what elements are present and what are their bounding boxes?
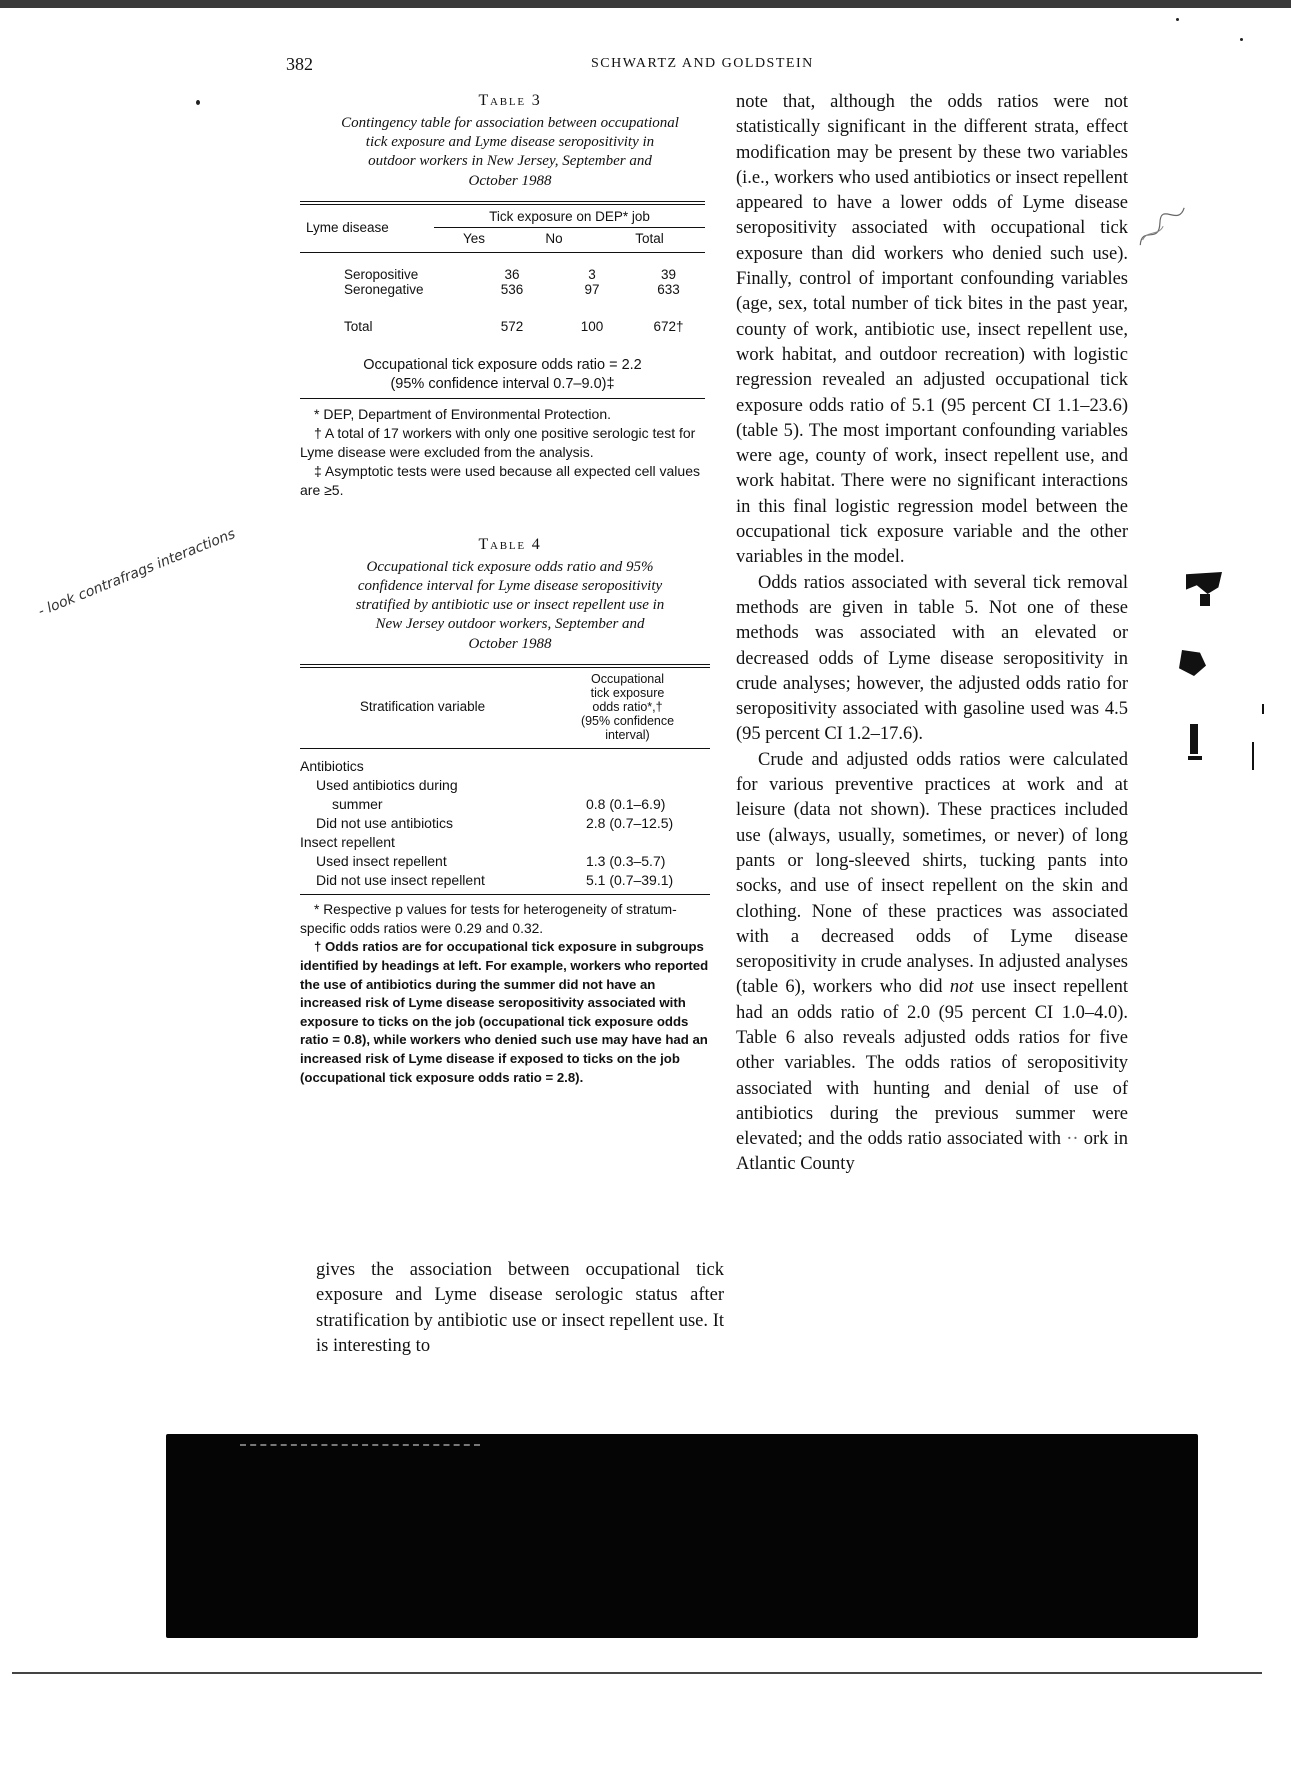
table3-col-no: No	[545, 230, 563, 246]
scan-artifact	[1176, 650, 1206, 676]
table4	[300, 664, 710, 1087]
table3-grid	[300, 209, 705, 246]
scan-dash-line	[240, 1444, 480, 1446]
scan-artifact	[1252, 742, 1254, 770]
table3-col-total: Total	[635, 230, 664, 246]
table-row: Used antibiotics during	[316, 776, 458, 793]
table-row: Did not use insect repellent 5.1 (0.7–39.1)	[316, 871, 674, 888]
table3-caption: Contingency table for association between occupational tick exposure and Lyme disease seropositivity in outdoor workers in New Jersey, September and October 1988	[341, 115, 679, 189]
table-row: Used insect repellent 1.3 (0.3–5.7)	[316, 852, 666, 869]
scan-speck	[196, 100, 200, 105]
table3-group-header: Tick exposure on DEP* job	[434, 209, 705, 228]
table4-title: Table 4	[478, 535, 542, 553]
table3-odds-ratio: Occupational tick exposure odds ratio = 2.2 (95% confidence interval 0.7–9.0)‡	[363, 356, 642, 392]
table3-row-header: Lyme disease	[306, 219, 389, 235]
table3-title: Table 3	[478, 92, 542, 109]
table-row: Did not use antibiotics 2.8 (0.7–12.5)	[316, 814, 674, 831]
scan-artifact	[1190, 724, 1198, 754]
scan-bottom-edge	[12, 1672, 1262, 1674]
table4-body	[300, 757, 710, 890]
scan-artifact	[1186, 572, 1222, 594]
redaction-block	[166, 1434, 1198, 1638]
right-column	[736, 90, 1128, 1178]
table3	[300, 201, 705, 500]
page-header	[286, 54, 1196, 78]
table4-group-label: Insect repellent	[300, 833, 395, 850]
table-row: summer 0.8 (0.1–6.9)	[332, 795, 666, 812]
table3-body	[300, 267, 705, 334]
margin-scribble	[1130, 203, 1198, 255]
table4-header	[300, 672, 710, 742]
table4-caption: Occupational tick exposure odds ratio and 95% confidence interval for Lyme disease seropositivity stratified by antibiotic use or insect repellent use in New Jersey outdoor workers, September and October 1988	[355, 558, 665, 652]
body-paragraph-left: gives the association between occupational tick exposure and Lyme disease serologic status after stratification by antibiotic use or insect repellent use. It is interesting to	[316, 1260, 724, 1356]
table4-col-strat: Stratification variable	[359, 699, 486, 715]
scan-artifact	[1262, 704, 1264, 714]
body-paragraph: Crude and adjusted odds ratios were calculated for various preventive practices at work and at leisure (data not shown). These practices included use (always, usually, sometimes, or never) of long pants or long-sleeved shirts, tucking pants into socks, and use of insect repellent on the skin and clothing. None of these practices was associated with a decreased odds of Lyme disease seropositivity in crude analyses. In adjusted analyses (table 6), workers who did not use insect repellent had an odds ratio of 2.0 (95 percent CI 1.0–4.0). Table 6 also reveals adjusted odds ratios for five other variables. The odds ratios of seropositivity associated with hunting and denial of use of antibiotics during the previous summer were elevated; and the odds ratio associated with ·· ork in Atlantic County	[736, 749, 1129, 1175]
body-paragraph: note that, although the odds ratios were not statistically significant in the different strata, effect modification may be present by these two variables (i.e., workers who used antibiotics or insect repellent appeared to have a lower odds of Lyme disease seropositivity associated with occupational tick exposure than did workers who denied such use). Finally, control of important confounding variables (age, sex, total number of tick bites in the past year, county of work, antibiotic use, insect repellent use, work habitat, and outdoor recreation) with logistic regression revealed an adjusted occupational tick exposure odds ratio of 5.1 (95 percent CI 1.1–23.6) (table 5). The most important confounding variables were age, county of work, insect repellent use, and work habitat. There were no significant interactions in this final logistic regression model between the occupational tick exposure variable and the other variables in the model.	[736, 92, 1128, 568]
scan-speck	[1240, 38, 1243, 41]
scan-top-edge	[0, 0, 1291, 8]
scribble-icon	[1130, 203, 1197, 252]
scan-speck	[1176, 18, 1179, 21]
scan-artifact	[1188, 756, 1202, 760]
scan-artifact	[1200, 594, 1210, 606]
handwritten-margin-note: - look contrafrags interactions	[36, 525, 238, 620]
table-row: Seropositive 36 3 39	[344, 266, 677, 282]
table4-footnotes: * Respective p values for tests for heterogeneity of stratum-specific odds ratios were 0.29 and 0.32. † Odds ratios are for occupational tick exposure in subgroups identified by headings at left. For example, workers who reported the use of antibiotics during the summer did not have an increased risk of Lyme disease seropositivity associated with exposure to ticks on the job (occupational tick exposure odds ratio = 0.8), while workers who denied such use may have had an increased risk of Lyme disease if exposed to ticks on the job (occupational tick exposure odds ratio = 2.8).	[300, 901, 709, 1085]
table4-col-or: Occupational tick exposure odds ratio*,† (95% confidence interval)	[580, 671, 675, 742]
table3-col-yes: Yes	[462, 230, 486, 246]
running-head: SCHWARTZ AND GOLDSTEIN	[591, 56, 814, 71]
left-column	[300, 92, 720, 1087]
table3-footnotes: * DEP, Department of Environmental Protection. † A total of 17 workers with only one positive serologic test for Lyme disease were excluded from the analysis. ‡ Asymptotic tests were used because all expected cell values are ≥5.	[300, 405, 700, 498]
table-row: Seronegative 536 97 633	[344, 281, 680, 297]
body-paragraph: Odds ratios associated with several tick removal methods are given in table 5. Not one of these methods was associated with an elevated or decreased odds of Lyme disease seropositivity in crude analyses; however, the adjusted odds ratio for seropositivity associated with gasoline used was 4.5 (95 percent CI 1.2–17.6).	[736, 572, 1128, 745]
page-number: 382	[286, 54, 313, 74]
table-row: Total 572 100 672†	[344, 318, 684, 334]
table4-group-label: Antibiotics	[300, 757, 364, 774]
